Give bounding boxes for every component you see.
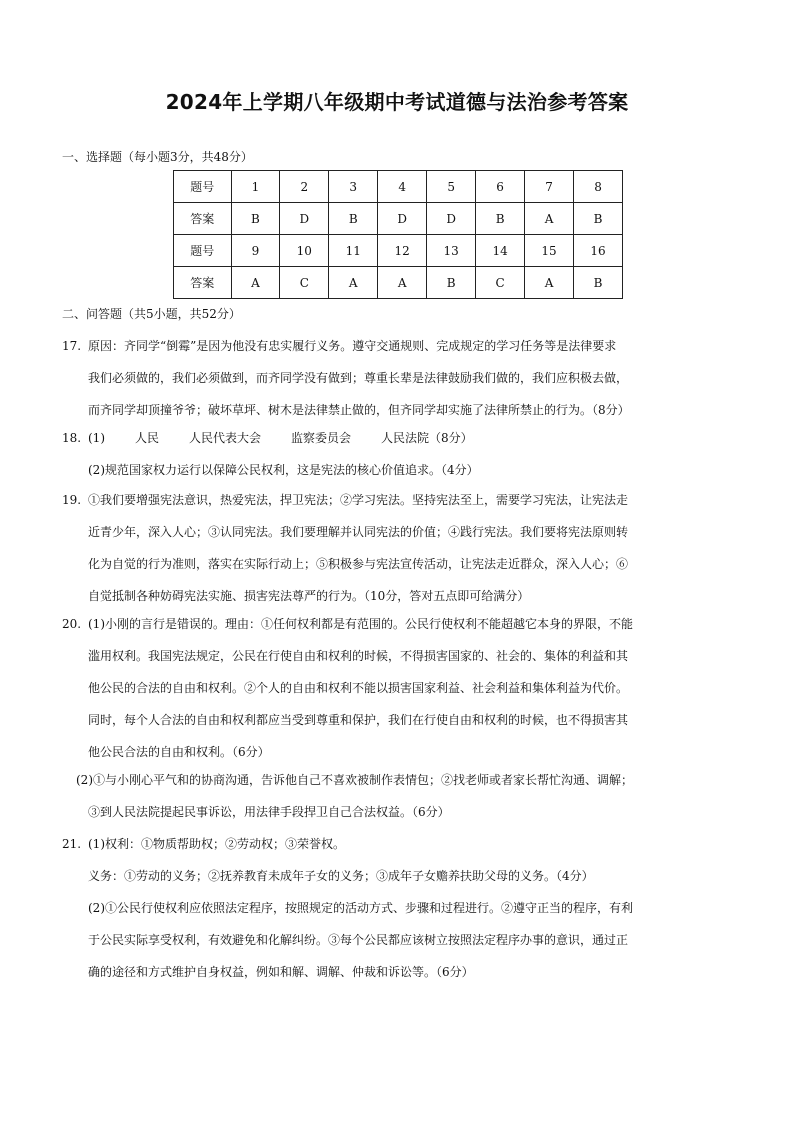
table-cell: A (378, 267, 427, 299)
table-cell: B (574, 203, 623, 235)
answer-item: 人民法院（8分） (381, 431, 473, 445)
section-essay-heading: 二、问答题（共5小题，共52分） (62, 307, 241, 321)
table-cell: B (329, 203, 378, 235)
table-cell: B (476, 203, 525, 235)
table-cell: 8 (574, 171, 623, 203)
answer-item: 人民 (135, 431, 160, 445)
table-cell: 2 (280, 171, 329, 203)
table-cell: B (574, 267, 623, 299)
table-row (174, 267, 623, 299)
table-cell: C (280, 267, 329, 299)
table-cell: 7 (525, 171, 574, 203)
table-cell: D (378, 203, 427, 235)
answer-line: (1)权利：①物质帮助权；②劳动权；③荣誉权。 (88, 837, 345, 851)
table-row (174, 171, 623, 203)
table-cell: C (476, 267, 525, 299)
answer-line: 确的途径和方式维护自身权益，例如和解、调解、仲裁和诉讼等。（6分） (88, 965, 474, 979)
question-18 (62, 422, 738, 486)
question-20 (62, 608, 738, 768)
answer-table (173, 170, 623, 299)
row-label: 题号 (174, 171, 232, 203)
question-19 (62, 484, 738, 612)
answer-line: (2)规范国家权力运行以保障公民权利，这是宪法的核心价值追求。（4分） (88, 463, 479, 477)
answer-line: ③到人民法院提起民事诉讼，用法律手段捍卫自己合法权益。（6分） (88, 805, 450, 819)
section-choice-heading: 一、选择题（每小题3分，共48分） (62, 150, 253, 164)
row-label: 题号 (174, 235, 232, 267)
row-label: 答案 (174, 267, 232, 299)
answer-line: 他公民的合法的自由和权利。②个人的自由和权利不能以损害国家利益、社会利益和集体利益为代价。 (88, 681, 629, 695)
table-cell: 5 (427, 171, 476, 203)
answer-line: 滥用权利。我国宪法规定，公民在行使自由和权利的时候，不得损害国家的、社会的、集体的利益和其 (88, 649, 629, 663)
table-cell: 1 (231, 171, 280, 203)
table-cell: A (525, 203, 574, 235)
answer-line: (2)①公民行使权利应依照法定程序，按照规定的活动方式、步骤和过程进行。②遵守正当的程序，有利 (88, 901, 634, 915)
question-number: 18. (62, 431, 82, 445)
table-cell: A (525, 267, 574, 299)
answer-line: ①我们要增强宪法意识，热爱宪法，捍卫宪法；②学习宪法。坚持宪法至上，需要学习宪法，让宪法走 (88, 493, 629, 507)
table-cell: 11 (329, 235, 378, 267)
table-row (174, 235, 623, 267)
question-21 (62, 828, 738, 988)
table-cell: 12 (378, 235, 427, 267)
table-cell: B (427, 267, 476, 299)
question-number: 19. (62, 493, 82, 507)
table-cell: 13 (427, 235, 476, 267)
table-cell: 3 (329, 171, 378, 203)
table-cell: 6 (476, 171, 525, 203)
answer-line: 于公民实际享受权利，有效避免和化解纠纷。③每个公民都应该树立按照法定程序办事的意识，通过正 (88, 933, 629, 947)
question-number: 17. (62, 339, 82, 353)
table-cell: A (231, 267, 280, 299)
answer-line: 近青少年，深入人心；③认同宪法。我们要理解并认同宪法的价值；④践行宪法。我们要将宪法原则转 (88, 525, 629, 539)
question-17 (62, 330, 738, 426)
row-label: 答案 (174, 203, 232, 235)
table-cell: 16 (574, 235, 623, 267)
table-cell: 15 (525, 235, 574, 267)
part-label: (1) (88, 431, 105, 445)
answer-item: 监察委员会 (291, 431, 352, 445)
answer-line: 我们必须做的，我们必须做到，而齐同学没有做到；尊重长辈是法律鼓励我们做的，我们应积极去做， (88, 371, 629, 385)
answer-line: 原因：齐同学“倒霉”是因为他没有忠实履行义务。遵守交通规则、完成规定的学习任务等是法律要求 (88, 339, 617, 353)
table-cell: D (280, 203, 329, 235)
table-cell: A (329, 267, 378, 299)
table-cell: D (427, 203, 476, 235)
table-cell: 14 (476, 235, 525, 267)
table-cell: 4 (378, 171, 427, 203)
table-row (174, 203, 623, 235)
table-cell: B (231, 203, 280, 235)
answer-line: 义务：①劳动的义务；②抚养教育未成年子女的义务；③成年子女赡养扶助父母的义务。（4分） (88, 869, 594, 883)
answer-line: 他公民合法的自由和权利。（6分） (88, 745, 270, 759)
question-20-part-2 (62, 764, 738, 828)
question-number: 21. (62, 837, 82, 851)
answer-line: (1)小刚的言行是错误的。理由：①任何权利都是有范围的。公民行使权利不能超越它本身的界限，不能 (88, 617, 634, 631)
table-cell: 10 (280, 235, 329, 267)
answer-line: 自觉抵制各种妨碍宪法实施、损害宪法尊严的行为。（10分，答对五点即可给满分） (88, 589, 530, 603)
answer-line: 化为自觉的行为准则，落实在实际行动上；⑤积极参与宪法宣传活动，让宪法走近群众，深入人心；⑥ (88, 557, 629, 571)
question-number: 20. (62, 617, 82, 631)
answer-line (88, 422, 738, 454)
table-cell: 9 (231, 235, 280, 267)
page-title: 2024年上学期八年级期中考试道德与法治参考答案 (165, 90, 629, 114)
answer-item: 人民代表大会 (189, 431, 262, 445)
answer-line: (2)①与小刚心平气和的协商沟通，告诉他自己不喜欢被制作表情包；②找老师或者家长帮忙沟通、调解； (76, 773, 634, 787)
answer-line: 同时，每个人合法的自由和权利都应当受到尊重和保护，我们在行使自由和权利的时候，也不得损害其 (88, 713, 629, 727)
answer-line: 而齐同学却顶撞爷爷；破坏草坪、树木是法律禁止做的，但齐同学却实施了法律所禁止的行为。（8分） (88, 403, 630, 417)
